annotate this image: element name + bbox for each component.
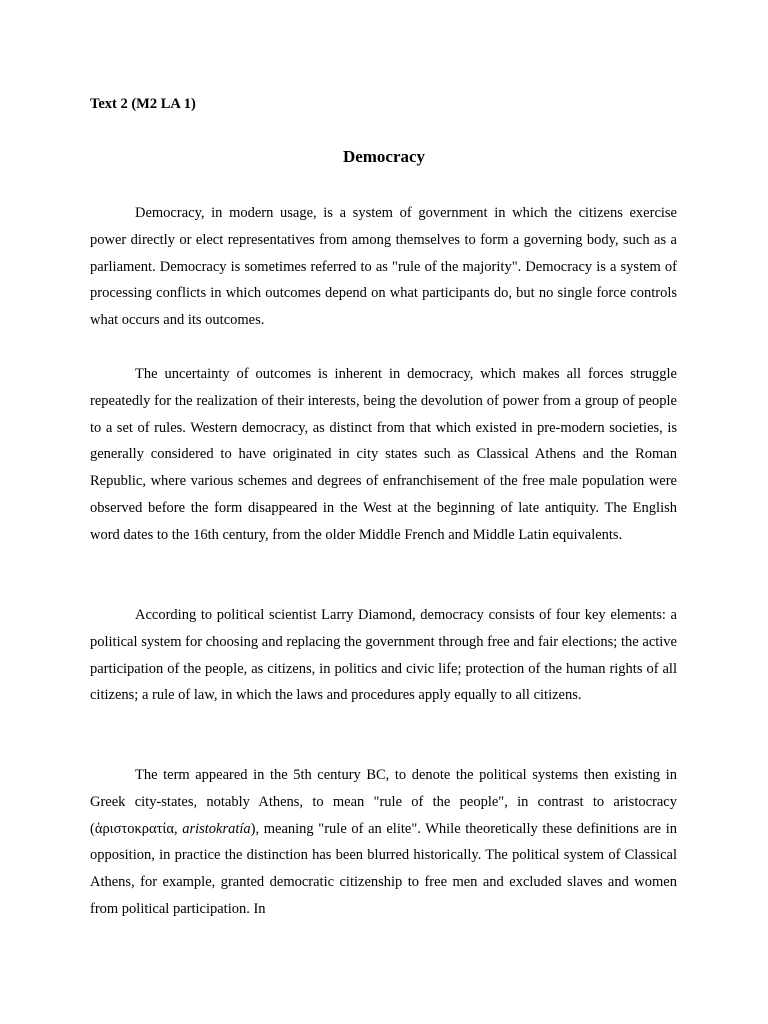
page-title: Democracy bbox=[342, 147, 426, 166]
paragraph-1: Democracy, in modern usage, is a system of government in which the citizens exercise power directly or elect representatives from among themselves to form a governing body, such as a parliament. Democracy is sometimes referred to as "rule of the majority". Democracy is a system of processing conflicts in which outcomes depend on what participants do, but no single force controls what occurs and its outcomes. bbox=[90, 205, 677, 329]
paragraph-3: According to political scientist Larry Diamond, democracy consists of four key elements: a political system for choosing and replacing the government through free and fair elections; the active participation of the people, as citizens, in politics and civic life; protection of the human rights of all citizens; a rule of law, in which the laws and procedures apply equally to all citizens. bbox=[90, 607, 677, 704]
paragraph-4 bbox=[90, 762, 677, 923]
greek-separator: , bbox=[173, 820, 183, 837]
paragraph-2: The uncertainty of outcomes is inherent in democracy, which makes all forces struggle repeatedly for the realization of their interests, being the devolution of power from a group of people to a set of rules. Western democracy, as distinct from that which existed in pre-modern societies, is generally considered to have originated in city states such as Classical Athens and the Roman Republic, where various schemes and degrees of enfranchisement of the free male population were observed before the form disappeared in the West at the beginning of late antiquity. The English word dates to the 16th century, from the older Middle French and Middle Latin equivalents. bbox=[90, 366, 677, 543]
greek-term: ἀριστοκρατία bbox=[94, 820, 174, 837]
paragraph-4-after: ), meaning "rule of an elite". While theoretically these definitions are in opposition, in practice the distinction has been blurred historically. The political system of Classical Athens, for example, granted democratic citizenship to free men and excluded slaves and women from political participation. In bbox=[90, 820, 677, 917]
paragraph-4-before-greek: The term appeared in the 5th century BC, to denote the political systems then existing in Greek city-states, notably Athens, to mean "rule of the people", in contrast to aristocracy ( bbox=[90, 767, 677, 837]
transliteration-term: aristokratía bbox=[182, 820, 251, 837]
text-label: Text 2 (M2 LA 1) bbox=[90, 96, 196, 112]
